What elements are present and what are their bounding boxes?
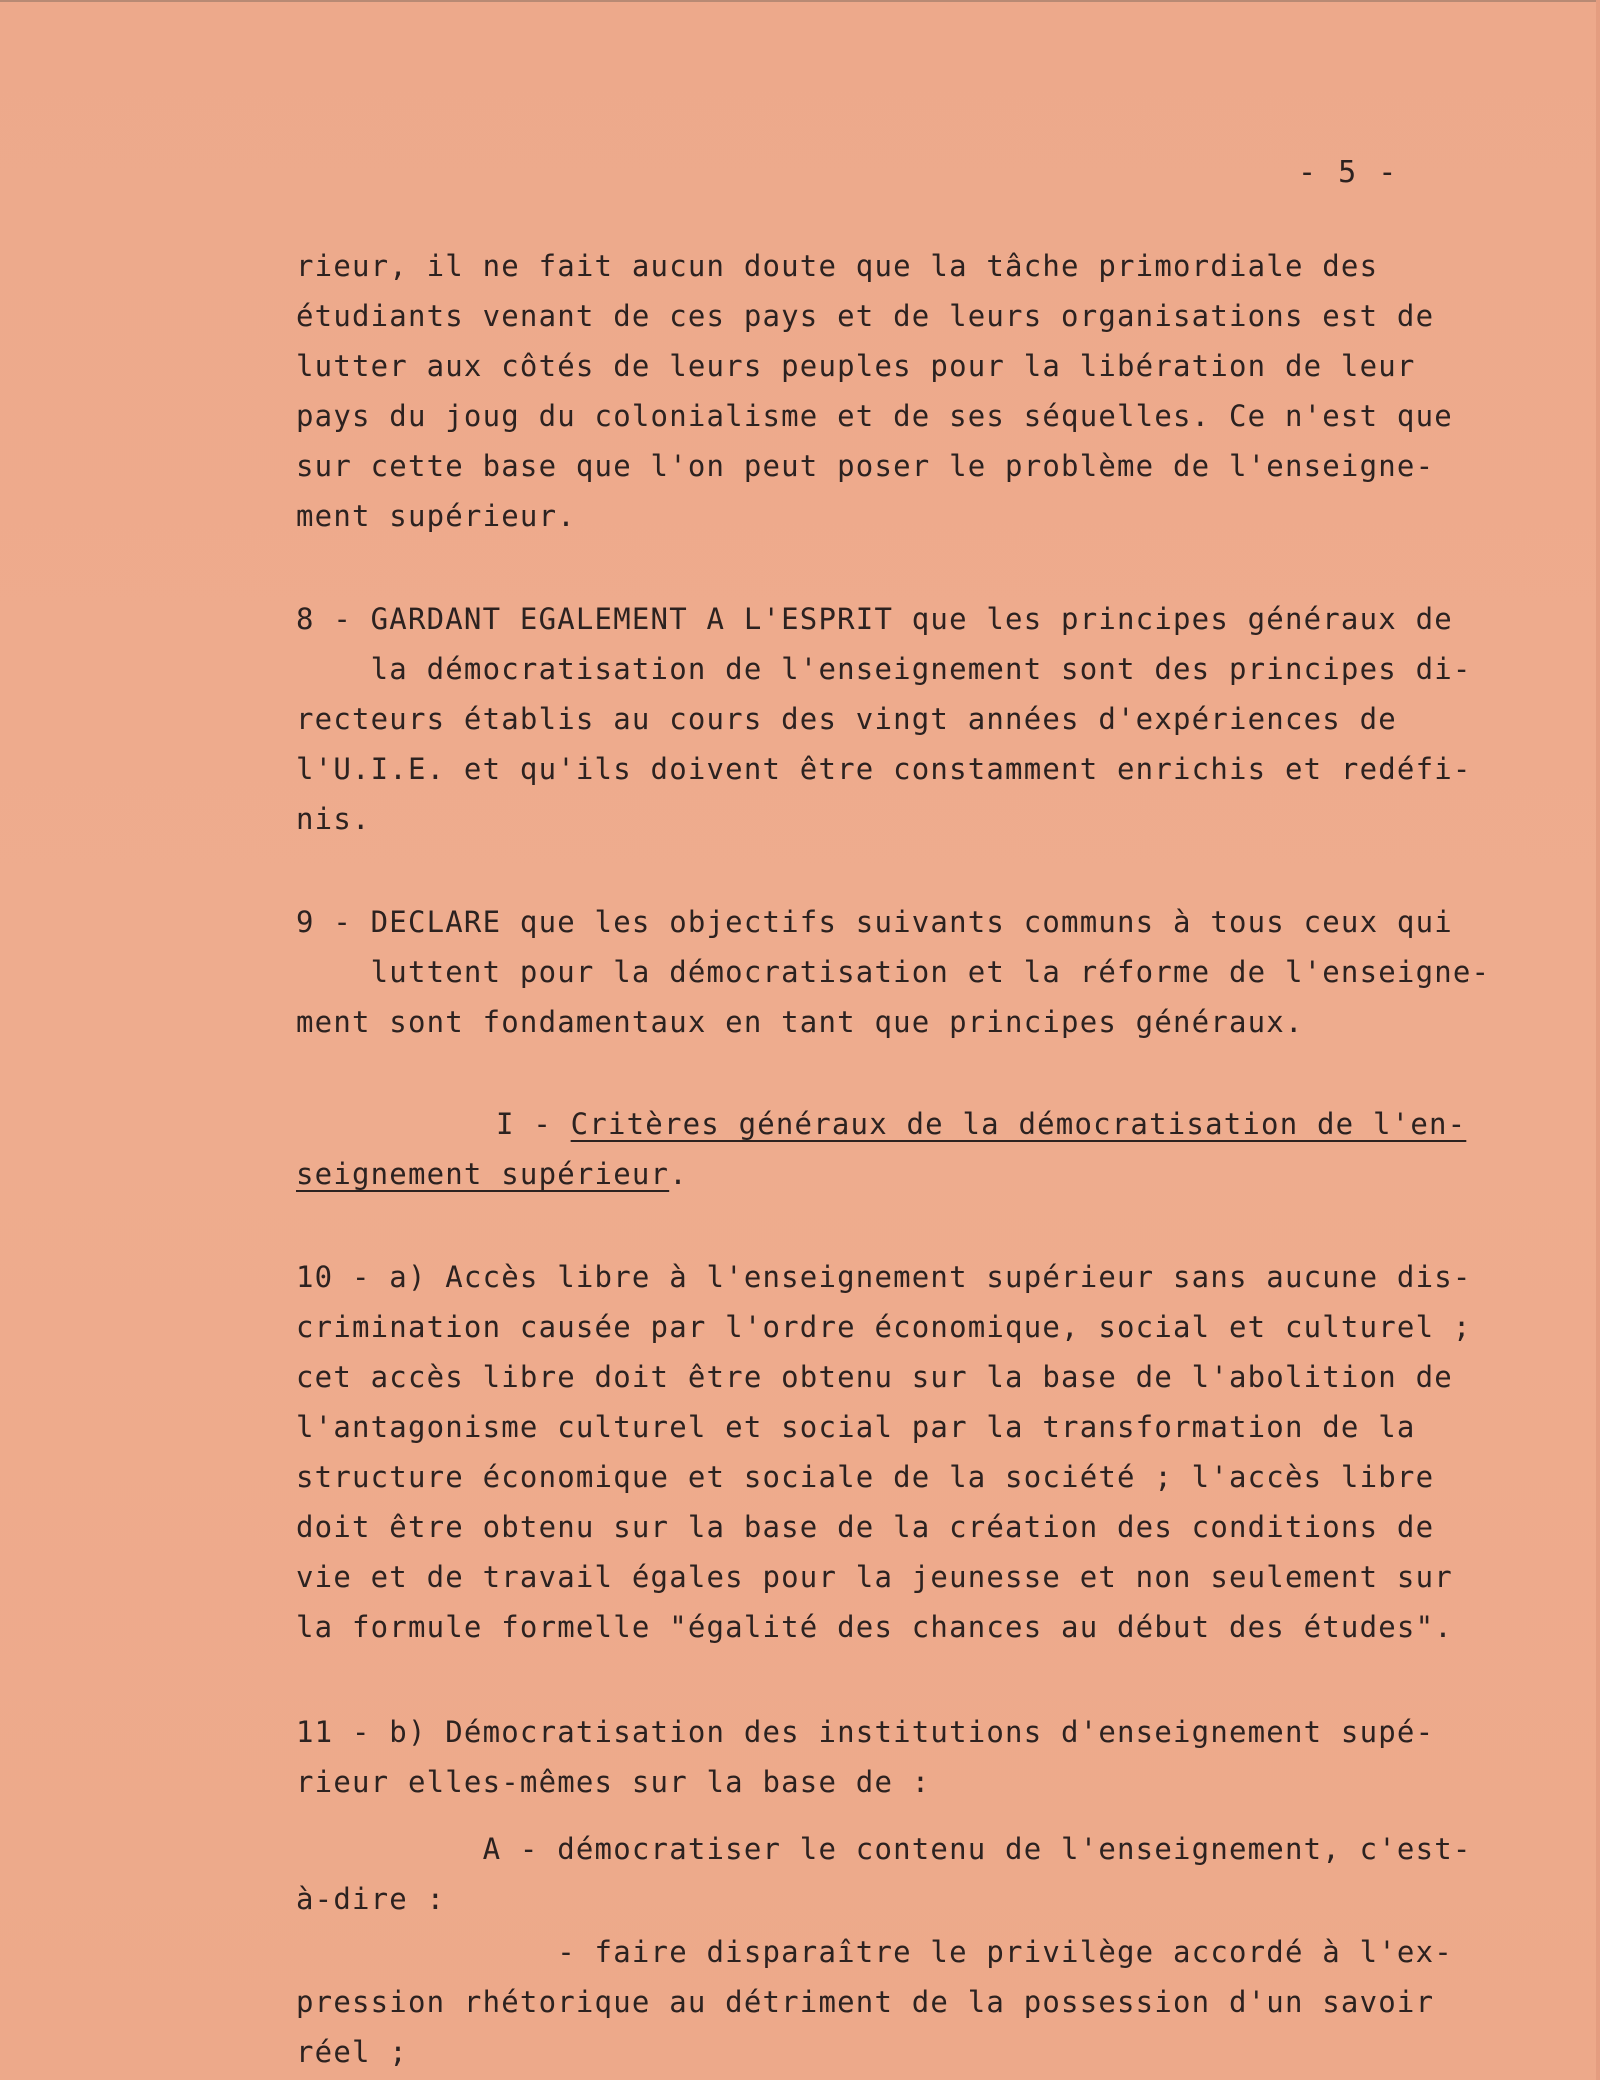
page-number: - 5 - bbox=[1298, 155, 1399, 190]
page-right-edge bbox=[1596, 0, 1600, 2080]
text-line: la démocratisation de l'enseignement sont des principes di- bbox=[296, 652, 1472, 686]
text-line: pays du joug du colonialisme et de ses séquelles. Ce n'est que bbox=[296, 399, 1453, 433]
section-title-line1: Critères généraux de la démocratisation de l'en- bbox=[570, 1107, 1467, 1141]
section-title-line2: seignement supérieur bbox=[296, 1157, 670, 1191]
text-line: vie et de travail égales pour la jeunesse et non seulement sur bbox=[296, 1560, 1453, 1594]
text-line: ment supérieur. bbox=[296, 499, 576, 533]
text-line: l'U.I.E. et qu'ils doivent être constamment enrichis et redéfi- bbox=[296, 752, 1472, 786]
section-heading-continued bbox=[296, 1157, 688, 1191]
text-line: sur cette base que l'on peut poser le problème de l'enseigne- bbox=[296, 449, 1435, 483]
text-line: crimination causée par l'ordre économique, social et culturel ; bbox=[296, 1310, 1472, 1344]
section-suffix: . bbox=[669, 1157, 688, 1191]
text-line: à-dire : bbox=[296, 1882, 446, 1916]
text-line: lutter aux côtés de leurs peuples pour la libération de leur bbox=[296, 349, 1416, 383]
section-heading bbox=[496, 1107, 1467, 1141]
text-line: ment sont fondamentaux en tant que principes généraux. bbox=[296, 1005, 1304, 1039]
text-line: recteurs établis au cours des vingt années d'expériences de bbox=[296, 702, 1397, 736]
text-line: pression rhétorique au détriment de la possession d'un savoir bbox=[296, 1985, 1435, 2019]
text-line: rieur elles-mêmes sur la base de : bbox=[296, 1765, 931, 1799]
text-line: 9 - DECLARE que les objectifs suivants communs à tous ceux qui bbox=[296, 905, 1453, 939]
text-line: nis. bbox=[296, 802, 371, 836]
text-line: 10 - a) Accès libre à l'enseignement supérieur sans aucune dis- bbox=[296, 1260, 1472, 1294]
text-line: structure économique et sociale de la société ; l'accès libre bbox=[296, 1460, 1435, 1494]
text-line: 8 - GARDANT EGALEMENT A L'ESPRIT que les principes généraux de bbox=[296, 602, 1453, 636]
text-line: cet accès libre doit être obtenu sur la base de l'abolition de bbox=[296, 1360, 1453, 1394]
text-line: réel ; bbox=[296, 2035, 408, 2069]
text-line: - faire disparaître le privilège accordé à l'ex- bbox=[296, 1935, 1453, 1969]
text-line: 11 - b) Démocratisation des institutions d'enseignement supé- bbox=[296, 1715, 1435, 1749]
page-top-edge bbox=[0, 0, 1600, 2]
text-line: A - démocratiser le contenu de l'enseignement, c'est- bbox=[296, 1832, 1472, 1866]
section-prefix: I - bbox=[496, 1107, 571, 1141]
text-line: l'antagonisme culturel et social par la transformation de la bbox=[296, 1410, 1416, 1444]
text-line: étudiants venant de ces pays et de leurs organisations est de bbox=[296, 299, 1435, 333]
text-line: rieur, il ne fait aucun doute que la tâche primordiale des bbox=[296, 249, 1379, 283]
text-line: luttent pour la démocratisation et la réforme de l'enseigne- bbox=[296, 955, 1491, 989]
text-line: doit être obtenu sur la base de la création des conditions de bbox=[296, 1510, 1435, 1544]
text-line: la formule formelle "égalité des chances au début des études". bbox=[296, 1610, 1453, 1644]
